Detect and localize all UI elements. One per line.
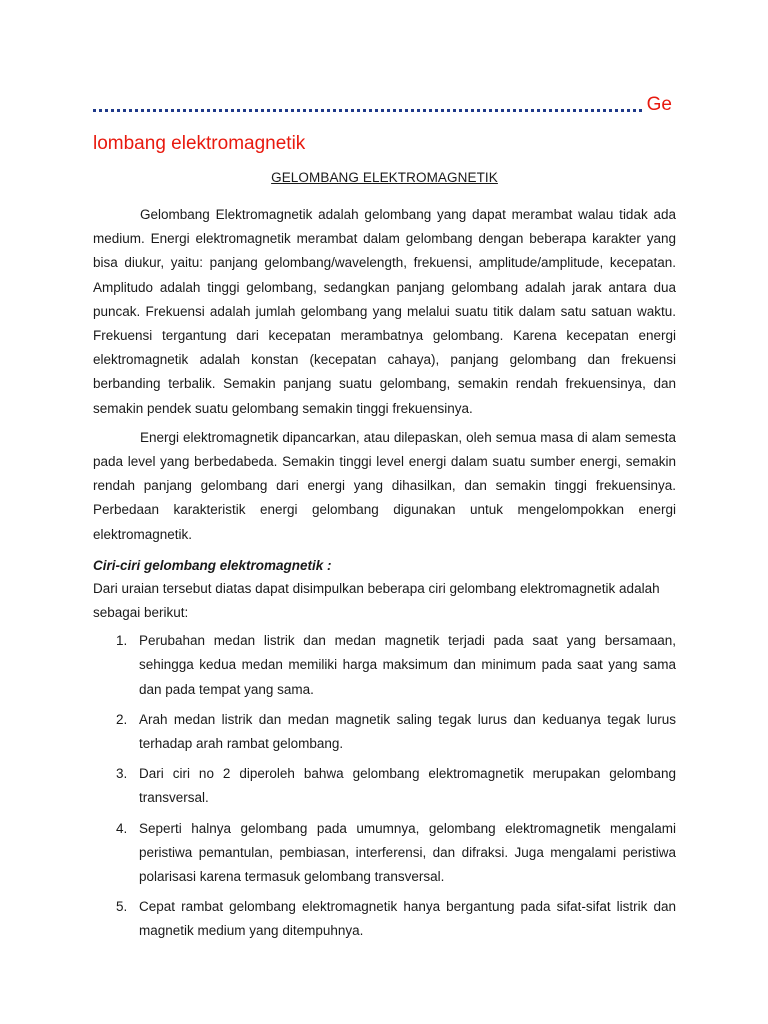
list-item [93,762,676,810]
paragraph-energy: Energi elektromagnetik dipancarkan, atau dilepaskan, oleh semua masa di alam semesta pada level yang berbedabeda. Semakin tinggi level energi dalam suatu sumber energi, semakin rendah panjang gelombang dari energi yang dihasilkan, dan semakin tinggi frekuensinya. Perbedaan karakteristik energi gelombang digunakan untuk mengelompokkan energi elektromagnetik. [93,429,676,542]
document-page [93,90,676,950]
list-item-text: Seperti halnya gelombang pada umumnya, gelombang elektromagnetik mengalami peristiwa pemantulan, pembiasan, interferensi, dan difraksi. Juga mengalami peristiwa polarisasi karena termasuk gelombang transversal. [139,820,676,885]
feature-list [93,629,676,943]
list-item [93,895,676,943]
list-item-text: Arah medan listrik dan medan magnetik saling tegak lurus dan keduanya tegak lurus terhadap arah rambat gelombang. [139,711,676,752]
section-heading: Ciri-ciri gelombang elektromagnetik : [93,557,332,573]
list-item-text: Dari ciri no 2 diperoleh bahwa gelombang elektromagnetik merupakan gelombang transversal. [139,766,676,806]
list-item-number: 3. [116,766,128,782]
list-item [93,629,676,702]
page-title-start: Ge [646,94,672,115]
paragraph-definition: Gelombang Elektromagnetik adalah gelombang yang dapat merambat walau tidak ada medium. Energi elektromagnetik merambat dalam gelombang dengan beberapa karakter yang bisa diukur, yaitu: panjang gelombang/wavelength, frekuensi, amplitude/amplitude, kecepatan. Amplitudo adalah tinggi gelombang, sedangkan panjang gelombang adalah jarak antara dua puncak. Frekuensi adalah jumlah gelombang yang melalui suatu titik dalam satu satuan waktu. Frekuensi tergantung dari kecepatan merambatnya gelombang. Karena kecepatan energi elektromagnetik adalah konstan (kecepatan cahaya), panjang gelombang dan frekuensi berbanding terbalik. Semakin panjang suatu gelombang, semakin rendah frekuensinya, dan semakin pendek suatu gelombang semakin tinggi frekuensinya. [93,207,676,416]
list-item-text: Perubahan medan listrik dan medan magnetik terjadi pada saat yang bersamaan, sehingga kedua medan memiliki harga maksimum dan minimum pada saat yang sama dan pada tempat yang sama. [139,633,676,697]
document-heading: GELOMBANG ELEKTROMAGNETIK [271,170,498,185]
list-item [93,708,676,756]
list-item-text: Cepat rambat gelombang elektromagnetik hanya bergantung pada sifat-sifat listrik dan magnetik medium yang ditempuhnya. [139,899,676,939]
list-item-number: 1. [116,633,128,649]
list-item-number: 2. [116,711,128,727]
dotted-rule [93,109,642,112]
list-item-number: 5. [116,899,128,915]
list-item [93,817,676,890]
section-intro: Dari uraian tersebut diatas dapat disimpulkan beberapa ciri gelombang elektromagnetik adalah sebagai berikut: [93,580,660,621]
page-title-continued: lombang elektromagnetik [93,133,306,154]
list-item-number: 4. [116,820,128,836]
title-row [93,90,676,120]
